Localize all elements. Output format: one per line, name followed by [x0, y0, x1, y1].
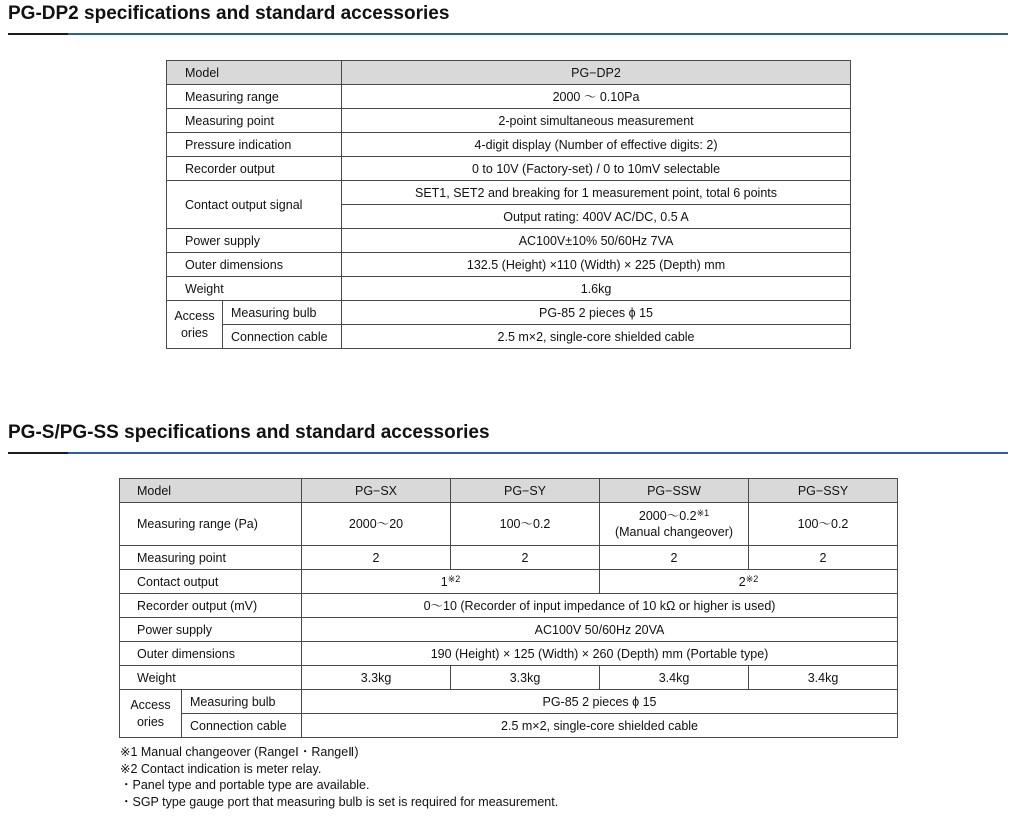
contact-output-label: Contact output — [120, 570, 302, 594]
model-pg-ssy: PG−SSY — [749, 479, 898, 503]
accessories-label — [167, 301, 223, 349]
table-row — [120, 618, 898, 642]
connection-cable-label: Connection cable — [223, 325, 342, 349]
connection-cable-value: 2.5 m×2, single-core shielded cable — [302, 714, 898, 738]
row-value: 4-digit display (Number of effective digits: 2) — [342, 133, 851, 157]
table-row-model — [120, 479, 898, 503]
range-value: 2000〜20 — [302, 503, 451, 546]
measuring-point-label: Measuring point — [120, 546, 302, 570]
range-value: 2000〜0.2 — [638, 509, 697, 523]
power-supply-label: Power supply — [120, 618, 302, 642]
row-label: Pressure indication — [167, 133, 342, 157]
table-row-accessories — [167, 301, 851, 325]
power-supply-value: AC100V 50/60Hz 20VA — [302, 618, 898, 642]
model-pg-ssw: PG−SSW — [600, 479, 749, 503]
contact-output-value: SET1, SET2 and breaking for 1 measurement point, total 6 points — [342, 181, 851, 205]
measuring-range-label: Measuring range (Pa) — [120, 503, 302, 546]
row-value: 2000 〜 0.10Pa — [342, 85, 851, 109]
measuring-bulb-value: PG-85 2 pieces ϕ 15 — [302, 690, 898, 714]
footnote: ※2 Contact indication is meter relay. — [120, 761, 322, 776]
contact-output-sx-sy — [302, 570, 600, 594]
connection-cable-label: Connection cable — [182, 714, 302, 738]
accessories-label-line2: ories — [180, 325, 209, 340]
recorder-output-value: 0〜10 (Recorder of input impedance of 10 kΩ or higher is used) — [302, 594, 898, 618]
section-title-pg-s-pg-ss: PG-S/PG-SS specifications and standard accessories — [8, 422, 490, 443]
row-value: 0 to 10V (Factory-set) / 0 to 10mV selectable — [342, 157, 851, 181]
pg-dp2-spec-table — [166, 60, 851, 349]
model-label: Model — [167, 61, 342, 85]
note-mark-1: ※1 — [696, 508, 710, 518]
measuring-bulb-value: PG-85 2 pieces ϕ 15 — [342, 301, 851, 325]
table-row-model — [167, 61, 851, 85]
weight-value: 3.4kg — [600, 666, 749, 690]
footnotes — [120, 744, 558, 810]
contact-value: 1 — [440, 574, 448, 589]
range-value-ssw — [600, 503, 749, 546]
row-label: Measuring range — [167, 85, 342, 109]
table-row — [120, 546, 898, 570]
weight-value: 3.3kg — [451, 666, 600, 690]
footnote: ※1 Manual changeover (RangeⅠ・RangeⅡ) — [120, 745, 359, 759]
contact-output-ssw-ssy — [600, 570, 898, 594]
accessories-label-line1: Access — [174, 308, 215, 323]
row-label: Power supply — [167, 229, 342, 253]
pg-s-spec-table — [119, 478, 898, 738]
model-pg-sy: PG−SY — [451, 479, 600, 503]
table-row-contact — [120, 570, 898, 594]
measuring-bulb-label: Measuring bulb — [223, 301, 342, 325]
table-row — [167, 85, 851, 109]
row-value: 132.5 (Height) ×110 (Width) × 225 (Depth) mm — [342, 253, 851, 277]
accessories-label-line2: ories — [136, 714, 165, 729]
model-value: PG−DP2 — [342, 61, 851, 85]
table-row — [167, 109, 851, 133]
footnote: ・SGP type gauge port that measuring bulb is set is required for measurement. — [120, 794, 559, 809]
manual-changeover-note: (Manual changeover) — [614, 525, 734, 539]
footnote: ・Panel type and portable type are available. — [120, 778, 370, 792]
row-value: 1.6kg — [342, 277, 851, 301]
table-row — [167, 133, 851, 157]
table-row-contact — [167, 181, 851, 205]
note-mark-2: ※2 — [447, 573, 461, 584]
table-row-range — [120, 503, 898, 546]
accessories-label — [120, 690, 182, 738]
table-row-accessories — [120, 690, 898, 714]
table-row — [120, 594, 898, 618]
range-value: 100〜0.2 — [749, 503, 898, 546]
table-row — [167, 229, 851, 253]
weight-value: 3.4kg — [749, 666, 898, 690]
row-label: Measuring point — [167, 109, 342, 133]
table-row — [167, 253, 851, 277]
outer-dimensions-label: Outer dimensions — [120, 642, 302, 666]
model-pg-sx: PG−SX — [302, 479, 451, 503]
row-value: AC100V±10% 50/60Hz 7VA — [342, 229, 851, 253]
row-label: Recorder output — [167, 157, 342, 181]
output-rating-value: Output rating: 400V AC/DC, 0.5 A — [342, 205, 851, 229]
row-value: 2-point simultaneous measurement — [342, 109, 851, 133]
section-divider — [8, 33, 1008, 35]
section-title-pg-dp2: PG-DP2 specifications and standard accessories — [8, 3, 450, 24]
row-label: Outer dimensions — [167, 253, 342, 277]
model-label: Model — [120, 479, 302, 503]
table-row-cable — [120, 714, 898, 738]
measuring-bulb-label: Measuring bulb — [182, 690, 302, 714]
table-row-cable — [167, 325, 851, 349]
outer-dimensions-value: 190 (Height) × 125 (Width) × 260 (Depth) mm (Portable type) — [302, 642, 898, 666]
range-value: 100〜0.2 — [451, 503, 600, 546]
section-divider — [8, 452, 1008, 454]
connection-cable-value: 2.5 m×2, single-core shielded cable — [342, 325, 851, 349]
point-value: 2 — [302, 546, 451, 570]
point-value: 2 — [749, 546, 898, 570]
weight-label: Weight — [120, 666, 302, 690]
row-label: Weight — [167, 277, 342, 301]
point-value: 2 — [451, 546, 600, 570]
table-row — [120, 642, 898, 666]
table-row — [167, 157, 851, 181]
accessories-label-line1: Access — [130, 697, 171, 712]
note-mark-2: ※2 — [745, 573, 759, 584]
recorder-output-label: Recorder output (mV) — [120, 594, 302, 618]
point-value: 2 — [600, 546, 749, 570]
table-row — [167, 277, 851, 301]
table-row — [120, 666, 898, 690]
weight-value: 3.3kg — [302, 666, 451, 690]
contact-output-label: Contact output signal — [167, 181, 342, 229]
contact-value: 2 — [738, 574, 746, 589]
